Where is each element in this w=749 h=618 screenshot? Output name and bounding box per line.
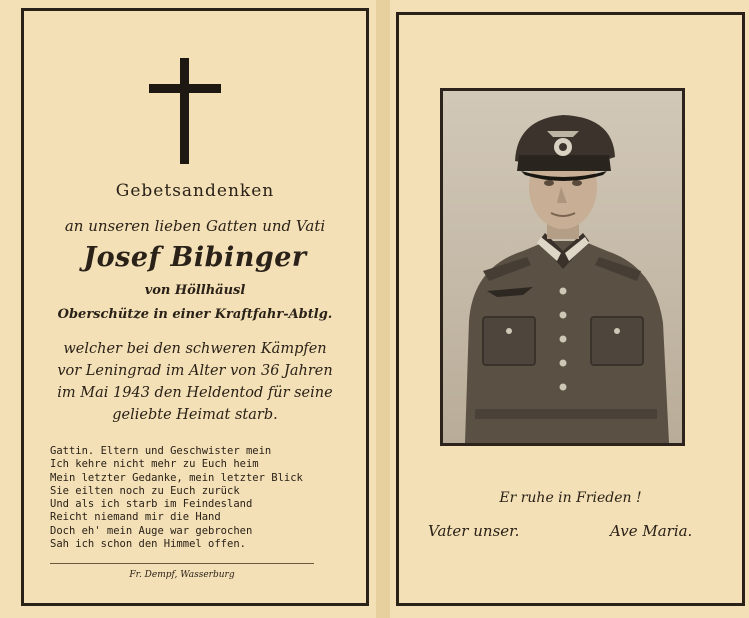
- story-text: [24, 338, 366, 426]
- soldier-portrait-image: [443, 91, 682, 443]
- poem-line: Doch eh' mein Auge war gebrochen: [50, 524, 253, 537]
- poem-line: Sie eilten noch zu Euch zurück: [50, 484, 240, 497]
- poem-line: Ich kehre nicht mehr zu Euch heim: [50, 458, 259, 471]
- origin: von Höllhäusl: [144, 283, 246, 298]
- deceased-name: Josef Bibinger: [83, 242, 307, 273]
- poem-line: Und als ich starb im Feindesland: [50, 498, 253, 511]
- story-line: im Mai 1943 den Heldentod für seine: [57, 385, 333, 401]
- prayer-our-father: Vater unser.: [428, 522, 520, 540]
- story-line: welcher bei den schweren Kämpfen: [63, 341, 327, 357]
- portrait-photo-frame: [440, 88, 685, 446]
- printer-credit: Fr. Dempf, Wasserburg: [129, 570, 235, 580]
- military-rank: Oberschütze in einer Kraftfahr-Abtlg.: [57, 307, 333, 322]
- cross-horizontal-bar: [149, 84, 221, 93]
- story-line: vor Leningrad im Alter von 36 Jahren: [57, 363, 333, 379]
- rest-in-peace: Er ruhe in Frieden !: [499, 490, 642, 506]
- poem: [50, 445, 340, 551]
- divider: [50, 563, 314, 564]
- cross-vertical-bar: [180, 58, 189, 164]
- poem-line: Mein letzter Gedanke, mein letzter Blick: [50, 471, 303, 484]
- poem-line: Gattin. Eltern und Geschwister mein: [50, 445, 272, 457]
- card-fold: [376, 0, 390, 618]
- prayer-ave-maria: Ave Maria.: [610, 522, 693, 540]
- poem-line: Sah ich schon den Himmel offen.: [50, 538, 246, 551]
- poem-line: Reicht niemand mir die Hand: [50, 511, 221, 524]
- cross-icon: [149, 58, 221, 164]
- dedication: an unseren lieben Gatten und Vati: [64, 217, 326, 235]
- portrait-photo: [443, 91, 682, 443]
- story-line: geliebte Heimat starb.: [112, 407, 278, 423]
- heading: Gebetsandenken: [115, 181, 275, 201]
